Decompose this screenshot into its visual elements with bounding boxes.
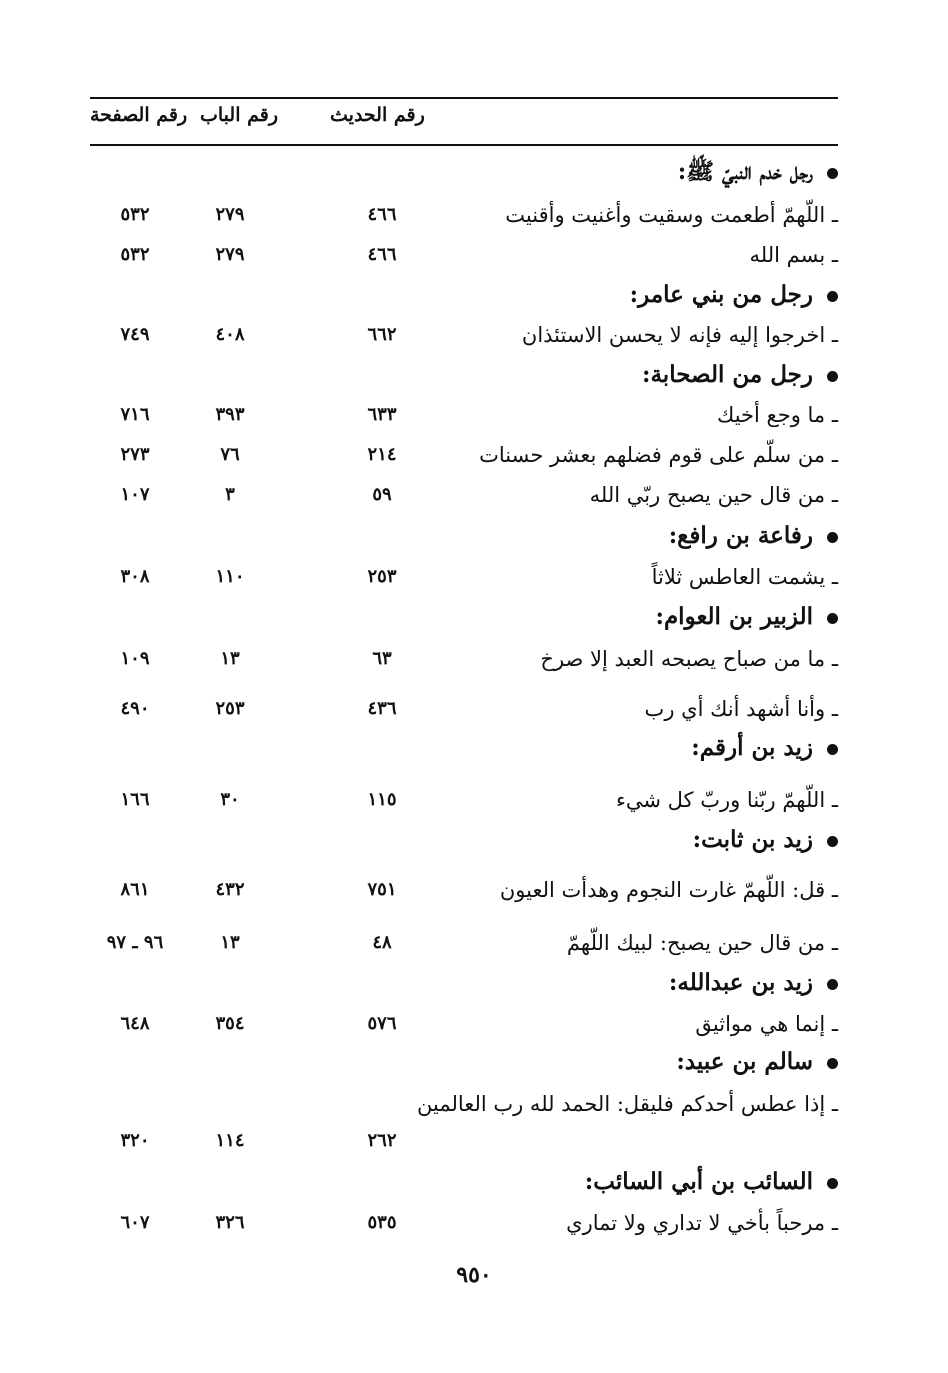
page-number: ٧١٦ [120,404,150,425]
hadith-number: ٤٦٦ [367,244,397,265]
chapter-number: ٣٢٦ [215,1212,245,1233]
page-number: ٤٩٠ [120,698,150,719]
hadith-text: ـ من قال حين يصبح ربّي الله [589,483,838,507]
hadith-text: ـ اللّهمّ أطعمت وسقيت وأغنيت وأقنيت [505,203,838,227]
bullet-icon [827,836,838,847]
bullet-icon [827,371,838,382]
index-entry-row [0,641,948,681]
index-entry-row [0,237,948,277]
header-hadith-number: رقم الحديث [330,104,425,126]
page-footer-number: ٩٥٠ [456,1262,492,1288]
hadith-number: ٢٥٣ [367,566,397,587]
chapter-number: ١٣ [220,648,240,669]
hadith-number: ٥٣٥ [367,1212,397,1233]
hadith-text: ـ من سلّم على قوم فضلهم بعشر حسنات [479,443,838,467]
hadith-text: ـ مرحباً بأخي لا تداري ولا تماري [566,1211,838,1235]
page-number: ٩٦ ـ ٩٧ [106,932,164,953]
chapter-number: ١١٠ [215,566,245,587]
page-number: ٨٦١ [120,879,150,900]
hadith-number: ١١٥ [367,789,397,810]
person-name: زيد بن أرقم: [691,734,813,761]
person-name: الزبير بن العوام: [655,603,813,630]
page-number: ٦٠٧ [120,1212,150,1233]
index-person-row [0,599,948,639]
hadith-number: ٦٣٣ [367,404,397,425]
index-entry-row [0,397,948,437]
index-person-row [0,357,948,397]
hadith-text: ـ من قال حين يصبح: لبيك اللّهمّ [566,931,838,955]
chapter-number: ٣٠ [220,789,240,810]
hadith-number: ٦٦٢ [367,324,397,345]
page-number: ١٠٩ [120,648,150,669]
person-name: رجل من بني عامر: [629,281,813,308]
page-number: ٧٤٩ [120,324,150,345]
hadith-number: ٥٧٦ [367,1013,397,1034]
chapter-number: ٣٥٤ [215,1013,245,1034]
chapter-number: ٢٧٩ [215,204,245,225]
index-entry-row [0,559,948,599]
index-entry-row [0,872,948,912]
index-entry-row [0,691,948,731]
index-entry-row [0,782,948,822]
page-number: ٢٧٣ [120,444,150,465]
index-entry-row [0,437,948,477]
index-person-row [0,1164,948,1204]
chapter-number: ٤٣٢ [215,879,245,900]
index-person-row [0,518,948,558]
hadith-text: ـ ما من صباح يصبحه العبد إلا صرخ [540,647,838,671]
hadith-text: ـ اخرجوا إليه فإنه لا يحسن الاستئذان [521,323,838,347]
bullet-icon [827,168,838,179]
bullet-icon [827,532,838,543]
index-person-row [0,730,948,770]
chapter-number: ١١٤ [215,1130,245,1151]
index-entry-row [0,1085,948,1165]
bullet-icon [827,1178,838,1189]
chapter-number: ١٣ [220,932,240,953]
top-rule [90,97,838,99]
person-name: رفاعة بن رافع: [668,522,813,549]
header-chapter-number: رقم الباب [200,104,278,126]
hadith-number: ٤٨ [372,932,392,953]
index-entry-row [0,317,948,357]
header-rule [90,144,838,146]
index-entry-row [0,197,948,237]
chapter-number: ٣ [225,484,235,505]
chapter-number: ٣٩٣ [215,404,245,425]
hadith-text: ـ إنما هي مواثيق [695,1012,838,1036]
page-number: ٦٤٨ [120,1013,150,1034]
hadith-text: ـ قل: اللّهمّ غارت النجوم وهدأت العيون [499,878,838,902]
hadith-text: ـ بسم الله [749,243,838,267]
bullet-icon [827,291,838,302]
bullet-icon [827,744,838,755]
hadith-number: ٥٩ [372,484,392,505]
header-page-number: رقم الصفحة [90,104,188,126]
person-name: رجل من الصحابة: [641,361,813,388]
chapter-number: ٢٥٣ [215,698,245,719]
hadith-number: ٦٣ [372,648,392,669]
hadith-number: ٢٦٢ [367,1130,397,1151]
person-name: السائب بن أبي السائب: [584,1168,813,1195]
hadith-number: ٢١٤ [367,444,397,465]
bullet-icon [827,979,838,990]
index-entry-row [0,477,948,517]
bullet-icon [827,1058,838,1069]
index-person-row [0,965,948,1005]
index-entry-row [0,925,948,965]
hadith-text: ـ وأنا أشهد أنك أي رب [644,697,838,721]
hadith-number: ٤٣٦ [367,698,397,719]
hadith-number: ٤٦٦ [367,204,397,225]
page-number: ١٦٦ [120,789,150,810]
page-number: ٣٢٠ [120,1130,150,1151]
person-name: زيد بن عبدالله: [668,969,813,996]
index-person-row [0,1044,948,1084]
bullet-icon [827,613,838,624]
hadith-text: ـ ما وجع أخيك [717,403,838,427]
index-entry-row [0,1205,948,1245]
page-number: ٣٠٨ [120,566,150,587]
chapter-number: ٤٠٨ [215,324,245,345]
person-name: سالم بن عبيد: [676,1048,813,1075]
person-name: رجل خدم النبيّ ﷺ: [677,158,813,185]
hadith-number: ٧٥١ [367,879,397,900]
index-person-row [0,154,948,194]
page-number: ١٠٧ [120,484,150,505]
person-name: زيد بن ثابت: [692,826,813,853]
chapter-number: ٢٧٩ [215,244,245,265]
index-entry-row [0,1006,948,1046]
page-number: ٥٣٢ [120,204,150,225]
index-person-row [0,277,948,317]
index-person-row [0,822,948,862]
hadith-text: ـ يشمت العاطس ثلاثاً [651,565,838,589]
hadith-text: ـ إذا عطس أحدكم فليقل: الحمد لله رب العالمين [417,1092,838,1116]
chapter-number: ٧٦ [220,444,240,465]
page-number: ٥٣٢ [120,244,150,265]
hadith-text: ـ اللّهمّ ربّنا وربّ كل شيء [615,788,838,812]
